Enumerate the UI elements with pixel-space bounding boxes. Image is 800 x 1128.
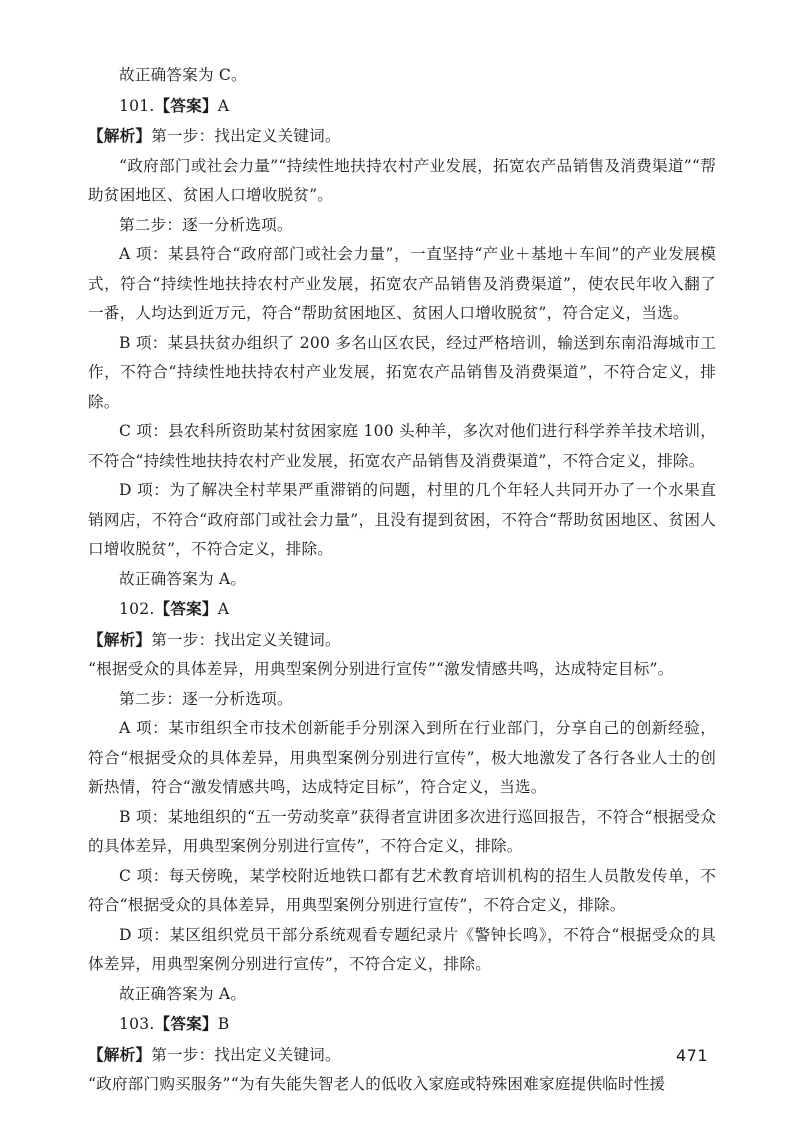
q102-conclusion: 故正确答案为 A。 [119,984,247,1003]
q102-step1: 第一步：找出定义关键词。 [151,630,341,649]
q101-option-c: C 项：县农科所资助某村贫困家庭 100 头种羊，多次对他们进行科学养羊技术培训，不符合“持续性地扶持农村产业发展，拓宽农产品销售及消费渠道”，不符合定义，排除。 [88,422,716,470]
q101-option-a: A 项：某县符合“政府部门或社会力量”，一直坚持“产业＋基地＋车间”的产业发展模式，符合“持续性地扶持农村产业发展，拓宽农产品销售及消费渠道”，使农民年收入翻了一番，人均达到近万元，符合“帮助贫困地区、贫困人口增收脱贫”，符合定义，当选。 [88,245,716,322]
q102-answer-tag: 【答案】 [154,599,218,618]
q102-number: 102. [119,600,155,618]
q101-option-b: B 项：某县扶贫办组织了 200 多名山区农民，经过严格培训，输送到东南沿海城市工作，不符合“持续性地扶持农村产业发展，拓宽农产品销售及消费渠道”，不符合定义，排除。 [88,333,716,411]
document-page [88,61,716,1100]
page-number: 471 [676,1046,709,1065]
q101-keywords: “政府部门或社会力量”“持续性地扶持农村产业发展，拓宽农产品销售及消费渠道”“帮助贫困地区、贫困人口增收脱贫”。 [88,156,716,204]
q103-answer: B [217,1015,230,1033]
q102-step2: 第二步：逐一分析选项。 [119,689,293,708]
q101-option-d: D 项：为了解决全村苹果严重滞销的问题，村里的几个年轻人共同开办了一个水果直销网店，不符合“政府部门或社会力量”，且没有提到贫困，不符合“帮助贫困地区、贫困人口增收脱贫”，不符合定义，排除。 [88,481,716,558]
q101-step1: 第一步：找出定义关键词。 [151,127,341,145]
q103-number: 103. [119,1015,155,1033]
q103-answer-line [88,1009,716,1040]
q103-analysis-tag: 【解析】 [88,1044,152,1064]
q102-keywords: “根据受众的具体差异，用典型案例分别进行宣传”“激发情感共鸣，达成特定目标”。 [88,660,674,678]
q102-analysis-line [88,625,716,656]
q103-answer-tag: 【答案】 [154,1014,218,1033]
q102-option-d: D 项：某区组织党员干部分系统观看专题纪录片《警钟长鸣》，不符合“根据受众的具体差异，用典型案例分别进行宣传”，不符合定义，排除。 [88,925,716,973]
q101-step2: 第二步：逐一分析选项。 [119,215,293,234]
q101-analysis-line [88,121,716,152]
q101-answer-line [88,91,716,122]
q101-number: 101. [119,96,155,115]
q101-answer: A [217,96,230,115]
q103-analysis-line [88,1040,716,1071]
q101-analysis-tag: 【解析】 [88,126,152,145]
q103-step1: 第一步：找出定义关键词。 [151,1045,341,1064]
q102-answer: A [217,600,230,618]
q101-conclusion: 故正确答案为 A。 [119,569,247,588]
q103-keywords: “政府部门购买服务”“为有失能失智老人的低收入家庭或特殊困难家庭提供临时性援 [88,1075,666,1093]
q100-conclusion: 故正确答案为 C。 [119,66,247,84]
q102-option-b: B 项：某地组织的“五一劳动奖章”获得者宣讲团多次进行巡回报告，不符合“根据受众的具体差异，用典型案例分别进行宣传”，不符合定义，排除。 [88,807,716,855]
q101-answer-tag: 【答案】 [154,95,218,115]
q102-option-c: C 项：每天傍晚，某学校附近地铁口都有艺术教育培训机构的招生人员散发传单，不符合“根据受众的具体差异，用典型案例分别进行宣传”，不符合定义，排除。 [88,866,716,914]
q102-analysis-tag: 【解析】 [88,629,152,649]
q102-answer-line [88,594,716,625]
q102-option-a: A 项：某市组织全市技术创新能手分别深入到所在行业部门，分享自己的创新经验，符合“根据受众的具体差异，用典型案例分别进行宣传”，极大地激发了各行各业人士的创新热情，符合“激发情感共鸣，达成特定目标”，符合定义，当选。 [88,719,716,796]
